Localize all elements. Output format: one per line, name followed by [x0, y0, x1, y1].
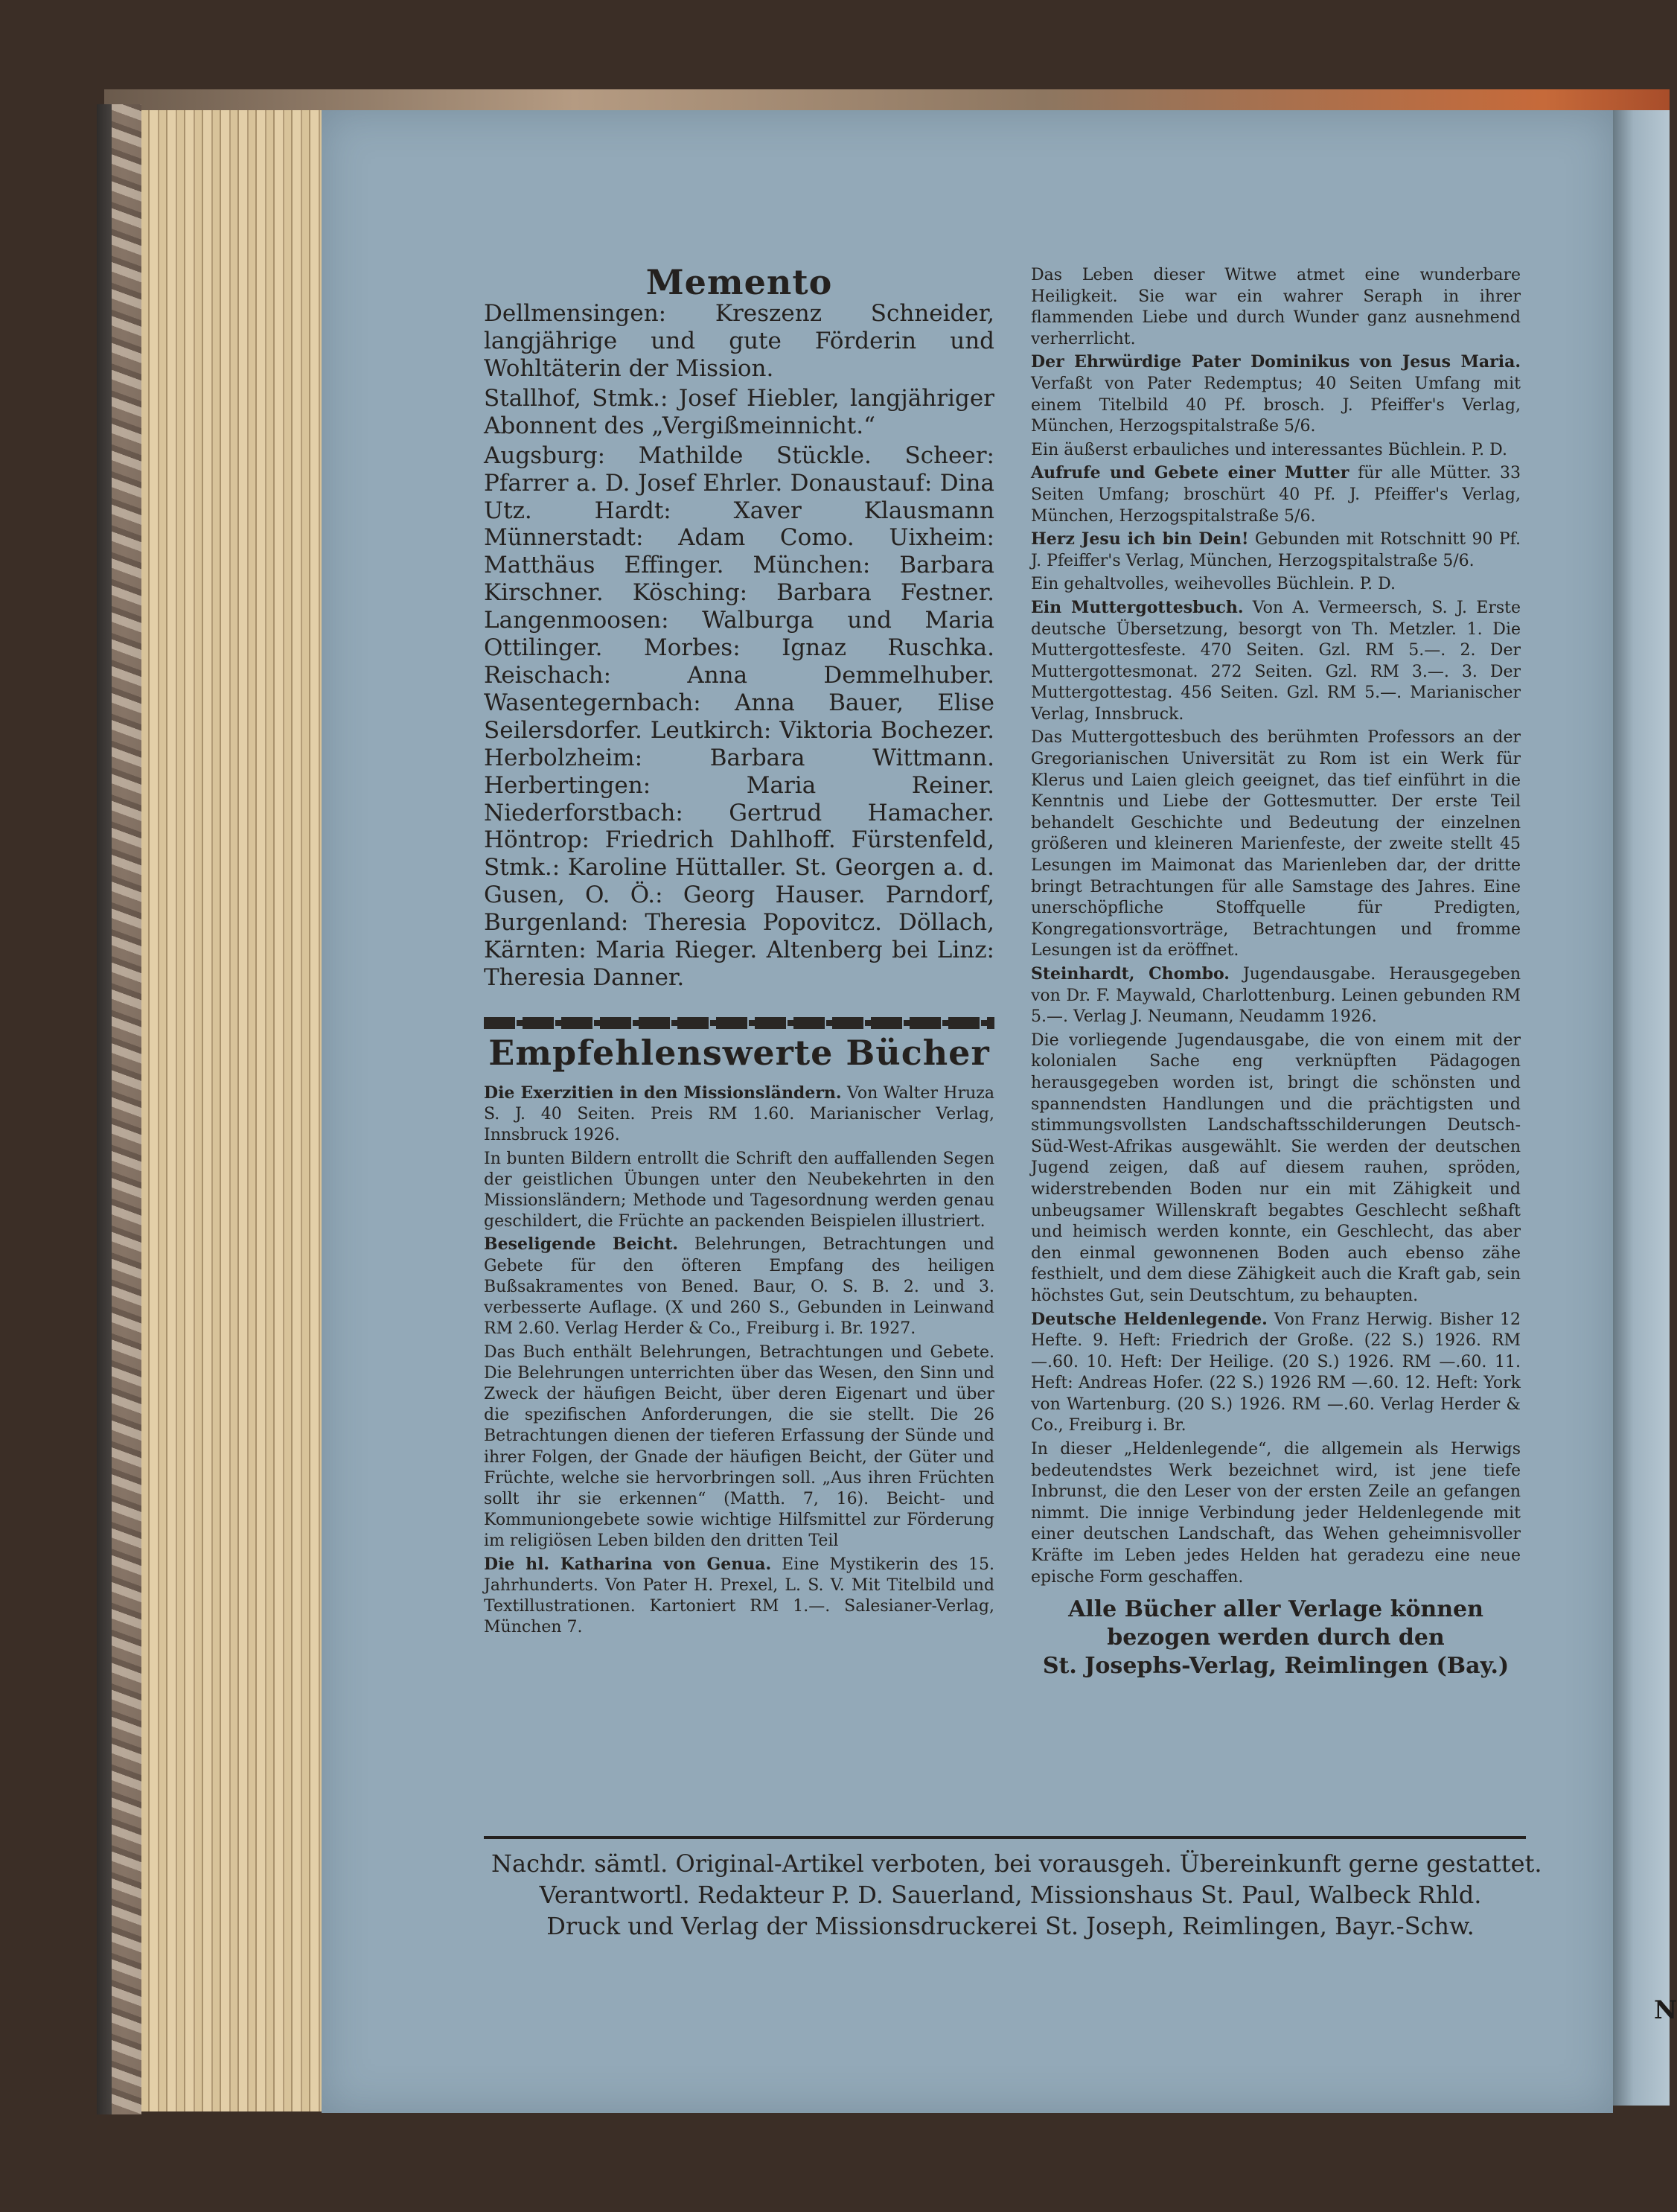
memento-entry: Dellmensingen: Kreszenz Schneider, langjährige und gute Förderin und Wohltäterin der Mission.: [484, 300, 994, 383]
book-list-left: [484, 1083, 994, 1638]
imprint-footer: [491, 1848, 1542, 1942]
marbled-cover: [112, 104, 141, 2114]
footer-rule: [484, 1836, 1526, 1839]
next-page-edge: [1609, 110, 1670, 2106]
book-entry: [1031, 1438, 1521, 1588]
book-text: Jugendausgabe. Herausgegeben von Dr. F. Maywald, Charlottenburg. Leinen gebunden RM 5.—. Verlag J. Neumann, Neudamm 1926.: [1031, 965, 1521, 1027]
book-entry: [484, 1148, 994, 1233]
book-text: Belehrungen, Betrachtungen und Gebete für den öfteren Empfang des heiligen Bußsakramentes von Bened. Baur, O. S. B. 2. und 3. verbesserte Auflage. (X und 260 S., Gebunden in Leinwand RM 2.60. Verlag Herder & Co., Freiburg i. Br. 1927.: [484, 1235, 995, 1339]
book-entry: [1031, 264, 1521, 350]
books-title: Empfehlenswerte Bücher: [488, 1032, 990, 1073]
memento-entry: Stallhof, Stmk.: Josef Hiebler, langjähriger Abonnent des „Vergißmeinnicht.“: [484, 384, 994, 439]
book-entry: [1031, 963, 1521, 1028]
closing-line: St. Josephs-Verlag, Reimlingen (Bay.): [1042, 1653, 1510, 1680]
imprint-line: Nachdr. sämtl. Original-Artikel verboten, bei vorausgeh. Übereinkunft gerne gestattet.: [491, 1849, 1542, 1878]
book-text: Von A. Vermeersch, S. J. Erste deutsche Übersetzung, besorgt von Th. Metzler. 1. Die Muttergottesfeste. 470 Seiten. Gzl. RM 5.—. 2. Der Muttergottesmonat. 272 Seiten. Gzl. RM 3.—. 3. Der Muttergottestag. 456 Seiten. Gzl. RM 5.—. Marianischer Verlag, Innsbruck.: [1031, 598, 1521, 724]
imprint-line: Verantwortl. Redakteur P. D. Sauerland, Missionshaus St. Paul, Walbeck Rhld.: [539, 1881, 1482, 1909]
next-page-glyph: N: [1654, 1995, 1677, 2025]
book-title: Die hl. Katharina von Genua.: [484, 1554, 772, 1574]
book-text: Eine Mystikerin des 15. Jahrhunderts. Von Pater H. Prexel, L. S. V. Mit Titelbild und Textillustrationen. Kartoniert RM 1.—. Salesianer-Verlag, München 7.: [484, 1555, 994, 1637]
book-text: In bunten Bildern entrollt die Schrift den auffallenden Segen der geistlichen Übungen unter den Neubekehrten in den Missionsländern; Methode und Tagesordnung werden genau geschildert, die Früchte an packenden Beispielen illustriert.: [484, 1149, 994, 1231]
book-text: Ein gehaltvolles, weihevolles Büchlein. P. D.: [1031, 575, 1396, 594]
book-title: Herz Jesu ich bin Dein!: [1031, 529, 1249, 549]
book-text: Verfaßt von Pater Redemptus; 40 Seiten Umfang mit einem Titelbild 40 Pf. brosch. J. Pfeiffer's Verlag, München, Herzogspitalstraße 5/6.: [1031, 374, 1521, 436]
closing-notice: [1031, 1596, 1521, 1680]
book-title: Beseligende Beicht.: [484, 1234, 679, 1255]
book-entry: [484, 1083, 994, 1147]
book-title: Aufrufe und Gebete einer Mutter: [1031, 463, 1349, 483]
book-entry: [1031, 727, 1521, 962]
book-title: Ein Muttergottesbuch.: [1031, 597, 1244, 617]
ornamental-divider: [484, 1017, 994, 1029]
right-column: [1031, 264, 1521, 1680]
book-text: Von Franz Herwig. Bisher 12 Hefte. 9. Heft: Friedrich der Große. (22 S.) 1926. RM —.60. 10. Heft: Der Heilige. (20 S.) 1926. RM —.60. 11. Heft: Andreas Hofer. (22 S.) 1926 RM —.60. 12. Heft: York von Wartenburg. (20 S.) 1926. RM —.60. Verlag Herder & Co., Freiburg i. Br.: [1031, 1310, 1521, 1435]
book-entry: [484, 1234, 994, 1339]
book-entry: [484, 1342, 994, 1552]
book-text: In dieser „Heldenlegende“, die allgemein als Herwigs bedeutendstes Werk bezeichnet wird, ist jene tiefe Inbrunst, die den Leser von der ersten Zeile an gefangen nimmt. Die innige Verbindung jeder Heldenlegende mit einer deutschen Landschaft, das Wehen geheimnisvoller Kräfte im Leben jedes Helden hat geradezu eine neue epische Form geschaffen.: [1031, 1440, 1521, 1587]
page-edges: [141, 110, 328, 2111]
book-text: Das Buch enthält Belehrungen, Betrachtungen und Gebete. Die Belehrungen unterrichten über das Wesen, den Sinn und Zweck der häufigen Beicht, über deren Eigenart und über die spezifischen Anforderungen, die sie stellt. Die 26 Betrachtungen dienen der tieferen Erfassung der Sünde und ihrer Folgen, der Gnade der häufigen Beicht, der Güter und Früchte, welche sie hervorbringen soll. „Aus ihren Früchten sollt ihr sie erkennen“ (Matth. 7, 16). Beicht- und Kommuniongebete sowie wichtige Hilfsmittel zur Förderung im religiösen Leben bilden den dritten Teil: [484, 1342, 994, 1551]
book-text: Die vorliegende Jugendausgabe, die von einem mit der kolonialen Sache eng verknüpften Pädagogen herausgegeben worden ist, bringt die schönsten und spannendsten Handlungen und die prächtigsten und stimmungsvollsten Landschaftsschilderungen Deutsch-Süd-West-Afrikas ausgewählt. Sie werden der deutschen Jugend zeigen, daß auf diesem rauhen, spröden, widerstrebenden Boden nur ein mit Zähigkeit und unbeugsamer Willenskraft begabtes Geschlecht seßhaft und heimisch werden konnte, ein Geschlecht, das aber den einmal gewonnenen Boden auch ebenso zähe festhielt, und dem diese Zähigkeit auch die Kraft gab, sein höchstes Gut, sein Deutschtum, zu behaupten.: [1031, 1030, 1521, 1305]
book-title: Der Ehrwürdige Pater Dominikus von Jesus Maria.: [1031, 352, 1521, 372]
book-text: Das Muttergottesbuch des berühmten Professors an der Gregorianischen Universität zu Rom ist ein Werk für Klerus und Laien gleich geeignet, das tief einführt in die Kenntnis und Liebe der Gottesmutter. Der erste Teil behandelt Geschichte und Bedeutung der einzelnen größeren und kleineren Marienfeste, der zweite stellt 45 Lesungen im Maimonat das Marienleben dar, der dritte bringt Betrachtungen für alle Samstage des Jahres. Eine unerschöpfliche Stoffquelle für Predigten, Kongregationsvorträge, Betrachtungen und fromme Lesungen ist da eröffnet.: [1031, 728, 1521, 960]
memento-title: Memento: [645, 262, 833, 302]
book-text: für alle Mütter. 33 Seiten Umfang; broschürt 40 Pf. J. Pfeiffer's Verlag, München, Herzogspitalstraße 5/6.: [1031, 464, 1521, 526]
book-entry: [1031, 462, 1521, 527]
book-list-right: [1031, 264, 1521, 1588]
imprint-line: Druck und Verlag der Missionsdruckerei St. Joseph, Reimlingen, Bayr.-Schw.: [546, 1912, 1475, 1940]
book-title: Die Exerzitien in den Missionsländern.: [484, 1083, 842, 1103]
book-text: Das Leben dieser Witwe atmet eine wunderbare Heiligkeit. Sie war ein wahrer Seraph in ihrer flammenden Liebe und durch Wunder ganz ausnehmend verherrlicht.: [1031, 266, 1521, 348]
book-entry: [1031, 573, 1521, 596]
book-title: Steinhardt, Chombo.: [1031, 964, 1230, 984]
book-entry: [1031, 597, 1521, 726]
memento-list: [484, 300, 994, 992]
book-entry: [484, 1554, 994, 1639]
book-entry: [1031, 1309, 1521, 1438]
book-entry: [1031, 439, 1521, 462]
memento-entry: Augsburg: Mathilde Stückle. Scheer: Pfarrer a. D. Josef Ehrler. Donaustauf: Dina Utz. Hardt: Xaver Klausmann Münnerstadt: Adam Como. Uixheim: Matthäus Effinger. München: Barbara Kirschner. Kösching: Barbara Festner. Langenmoosen: Walburga und Maria Ottilinger. Morbes: Ignaz Ruschka. Reischach: Anna Demmelhuber. Wasentegernbach: Anna Bauer, Elise Seilersdorfer. Leutkirch: Viktoria Bochezer. Herbolzheim: Barbara Wittmann. Herbertingen: Maria Reiner. Niederforstbach: Gertrud Hamacher. Höntrop: Friedrich Dahlhoff. Fürstenfeld, Stmk.: Karoline Hüttaller. St. Georgen a. d. Gusen, O. Ö.: Georg Hauser. Parndorf, Burgenland: Theresia Popovitcz. Döllach, Kärnten: Maria Rieger. Altenberg bei Linz: Theresia Danner.: [484, 442, 994, 991]
book-entry: [1031, 351, 1521, 437]
closing-line: bezogen werden durch den: [1107, 1625, 1445, 1651]
left-column: [484, 262, 995, 1639]
closing-line: Alle Bücher aller Verlage können: [1068, 1596, 1483, 1623]
book-entry: [1031, 529, 1521, 572]
book-text: Von Walter Hruza S. J. 40 Seiten. Preis RM 1.60. Marianischer Verlag, Innsbruck 1926.: [484, 1084, 994, 1145]
book-title: Deutsche Heldenlegende.: [1031, 1309, 1268, 1329]
book-entry: [1031, 1030, 1521, 1307]
book-text: Gebunden mit Rotschnitt 90 Pf. J. Pfeiffer's Verlag, München, Herzogspitalstraße 5/6.: [1031, 530, 1521, 570]
book-text: Ein äußerst erbauliches und interessantes Büchlein. P. D.: [1031, 440, 1507, 459]
